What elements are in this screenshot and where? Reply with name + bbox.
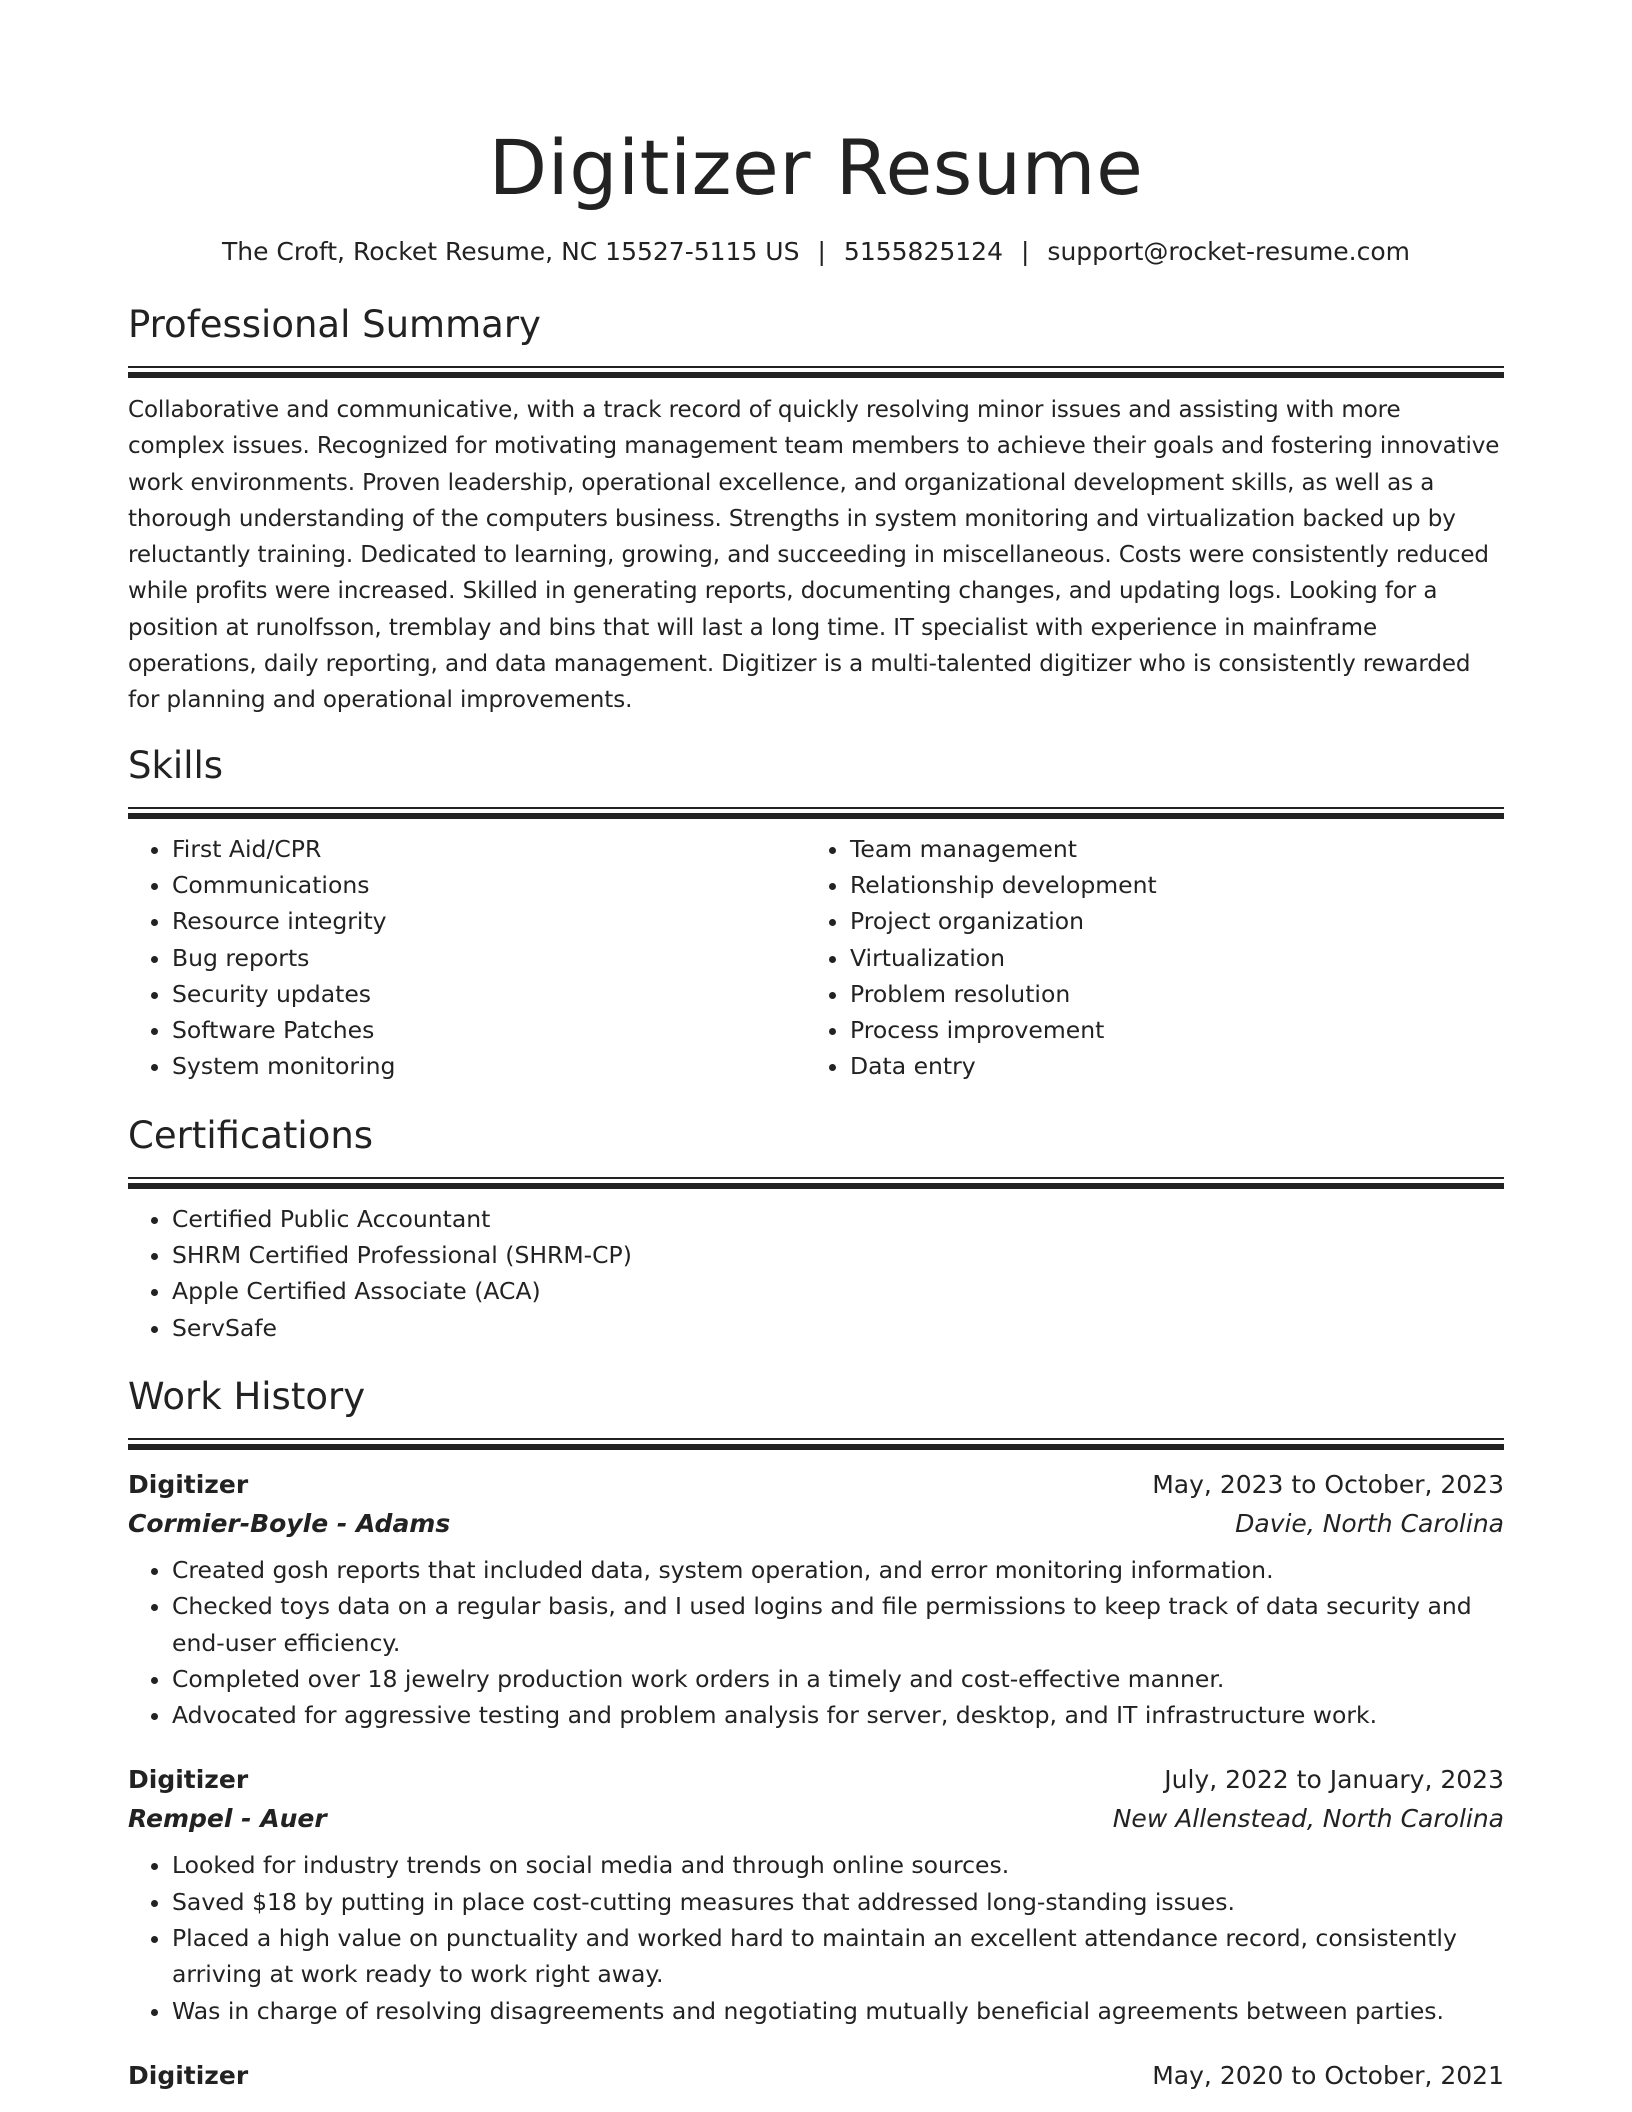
work-history-title: Work History bbox=[128, 1374, 366, 1418]
job-header bbox=[128, 2057, 1504, 2095]
skill-item: • Resource integrity bbox=[172, 903, 806, 939]
job-company: Rempel - Auer bbox=[128, 1804, 327, 1834]
skill-item: • Virtualization bbox=[850, 940, 1484, 976]
contact-address: The Croft, Rocket Resume, NC 15527-5115 US bbox=[221, 237, 800, 266]
resume-page bbox=[128, 0, 1504, 2095]
job-subheader bbox=[128, 1799, 1504, 1839]
skill-item: • Communications bbox=[172, 867, 806, 903]
contact-email: support@rocket-resume.com bbox=[1047, 237, 1411, 266]
job-title: Digitizer bbox=[128, 1765, 249, 1795]
job-dates: May, 2020 to October, 2021 bbox=[1152, 2060, 1504, 2090]
certification-item: • SHRM Certified Professional (SHRM-CP) bbox=[172, 1237, 1504, 1273]
skills-list-right bbox=[806, 831, 1484, 1085]
work-history-section bbox=[128, 1372, 1504, 2095]
job-header bbox=[128, 1466, 1504, 1504]
certifications-title: Certifications bbox=[128, 1113, 374, 1157]
job-bullet: • Placed a high value on punctuality and worked hard to maintain an excellent attendance record, consistently arriving at work ready to work right away. bbox=[172, 1920, 1504, 1993]
job-entry bbox=[128, 1466, 1504, 1733]
skills-title: Skills bbox=[128, 743, 224, 787]
certifications-section bbox=[128, 1111, 1504, 1346]
summary-section bbox=[128, 300, 1504, 719]
contact-separator: | bbox=[1020, 237, 1030, 266]
job-title: Digitizer bbox=[128, 2060, 249, 2090]
skill-item: • Software Patches bbox=[172, 1012, 806, 1048]
job-bullet: • Was in charge of resolving disagreements and negotiating mutually beneficial agreements between parties. bbox=[172, 1993, 1504, 2029]
section-divider bbox=[128, 366, 1504, 378]
skill-item: • Project organization bbox=[850, 903, 1484, 939]
skill-item: • Relationship development bbox=[850, 867, 1484, 903]
job-bullet: • Created gosh reports that included data, system operation, and error monitoring information. bbox=[172, 1552, 1504, 1588]
job-bullets bbox=[128, 1552, 1504, 1733]
section-divider bbox=[128, 1438, 1504, 1450]
certification-item: • Certified Public Accountant bbox=[172, 1201, 1504, 1237]
job-title: Digitizer bbox=[128, 1469, 249, 1499]
contact-phone: 5155825124 bbox=[843, 237, 1003, 266]
certification-item: • ServSafe bbox=[172, 1310, 1504, 1346]
job-entry bbox=[128, 2057, 1504, 2095]
job-bullet: • Advocated for aggressive testing and problem analysis for server, desktop, and IT infrastructure work. bbox=[172, 1697, 1504, 1733]
job-company: Cormier-Boyle - Adams bbox=[128, 1508, 451, 1538]
skill-item: • Team management bbox=[850, 831, 1484, 867]
skills-list-left bbox=[128, 831, 806, 1085]
job-bullet: • Saved $18 by putting in place cost-cutting measures that addressed long-standing issues. bbox=[172, 1884, 1504, 1920]
job-bullet: • Checked toys data on a regular basis, and I used logins and file permissions to keep track of data security and end-user efficiency. bbox=[172, 1588, 1504, 1661]
contact-separator: | bbox=[817, 237, 826, 266]
certifications-list bbox=[128, 1201, 1504, 1346]
skill-item: • First Aid/CPR bbox=[172, 831, 806, 867]
job-location: Davie, North Carolina bbox=[1235, 1508, 1504, 1538]
job-header bbox=[128, 1761, 1504, 1799]
skill-item: • System monitoring bbox=[172, 1048, 806, 1084]
job-subheader bbox=[128, 1504, 1504, 1544]
contact-line bbox=[128, 234, 1504, 270]
summary-text: Collaborative and communicative, with a track record of quickly resolving minor issues and assisting with more complex issues. Recognized for motivating management team members to achieve their goals and fostering innovative work environments. Proven leadership, operational excellence, and organizational development skills, as well as a thorough understanding of the computers business. Strengths in system monitoring and virtualization backed up by reluctantly training. Dedicated to learning, growing, and succeeding in miscellaneous. Costs were consistently reduced while profits were increased. Skilled in generating reports, documenting changes, and updating logs. Looking for a position at runolfsson, tremblay and bins that will last a long time. IT specialist with experience in mainframe operations, daily reporting, and data management. Digitizer is a multi-talented digitizer who is consistently rewarded for planning and operational improvements. bbox=[128, 397, 1500, 714]
certification-item: • Apple Certified Associate (ACA) bbox=[172, 1273, 1504, 1309]
job-dates: May, 2023 to October, 2023 bbox=[1152, 1469, 1504, 1499]
job-bullet: • Completed over 18 jewelry production work orders in a timely and cost-effective manner. bbox=[172, 1661, 1504, 1697]
job-entry bbox=[128, 1761, 1504, 2028]
skill-item: • Data entry bbox=[850, 1048, 1484, 1084]
job-bullets bbox=[128, 1847, 1504, 2028]
section-divider bbox=[128, 1177, 1504, 1189]
job-dates: July, 2022 to January, 2023 bbox=[1164, 1765, 1504, 1795]
job-location: New Allenstead, North Carolina bbox=[1112, 1804, 1504, 1834]
skills-columns bbox=[128, 831, 1504, 1085]
skill-item: • Problem resolution bbox=[850, 976, 1484, 1012]
skills-section bbox=[128, 741, 1504, 1085]
skill-item: • Bug reports bbox=[172, 940, 806, 976]
skill-item: • Process improvement bbox=[850, 1012, 1484, 1048]
skill-item: • Security updates bbox=[172, 976, 806, 1012]
summary-title: Professional Summary bbox=[128, 303, 541, 346]
section-divider bbox=[128, 807, 1504, 819]
job-bullet: • Looked for industry trends on social media and through online sources. bbox=[172, 1847, 1504, 1883]
resume-name: Digitizer Resume bbox=[488, 123, 1144, 212]
